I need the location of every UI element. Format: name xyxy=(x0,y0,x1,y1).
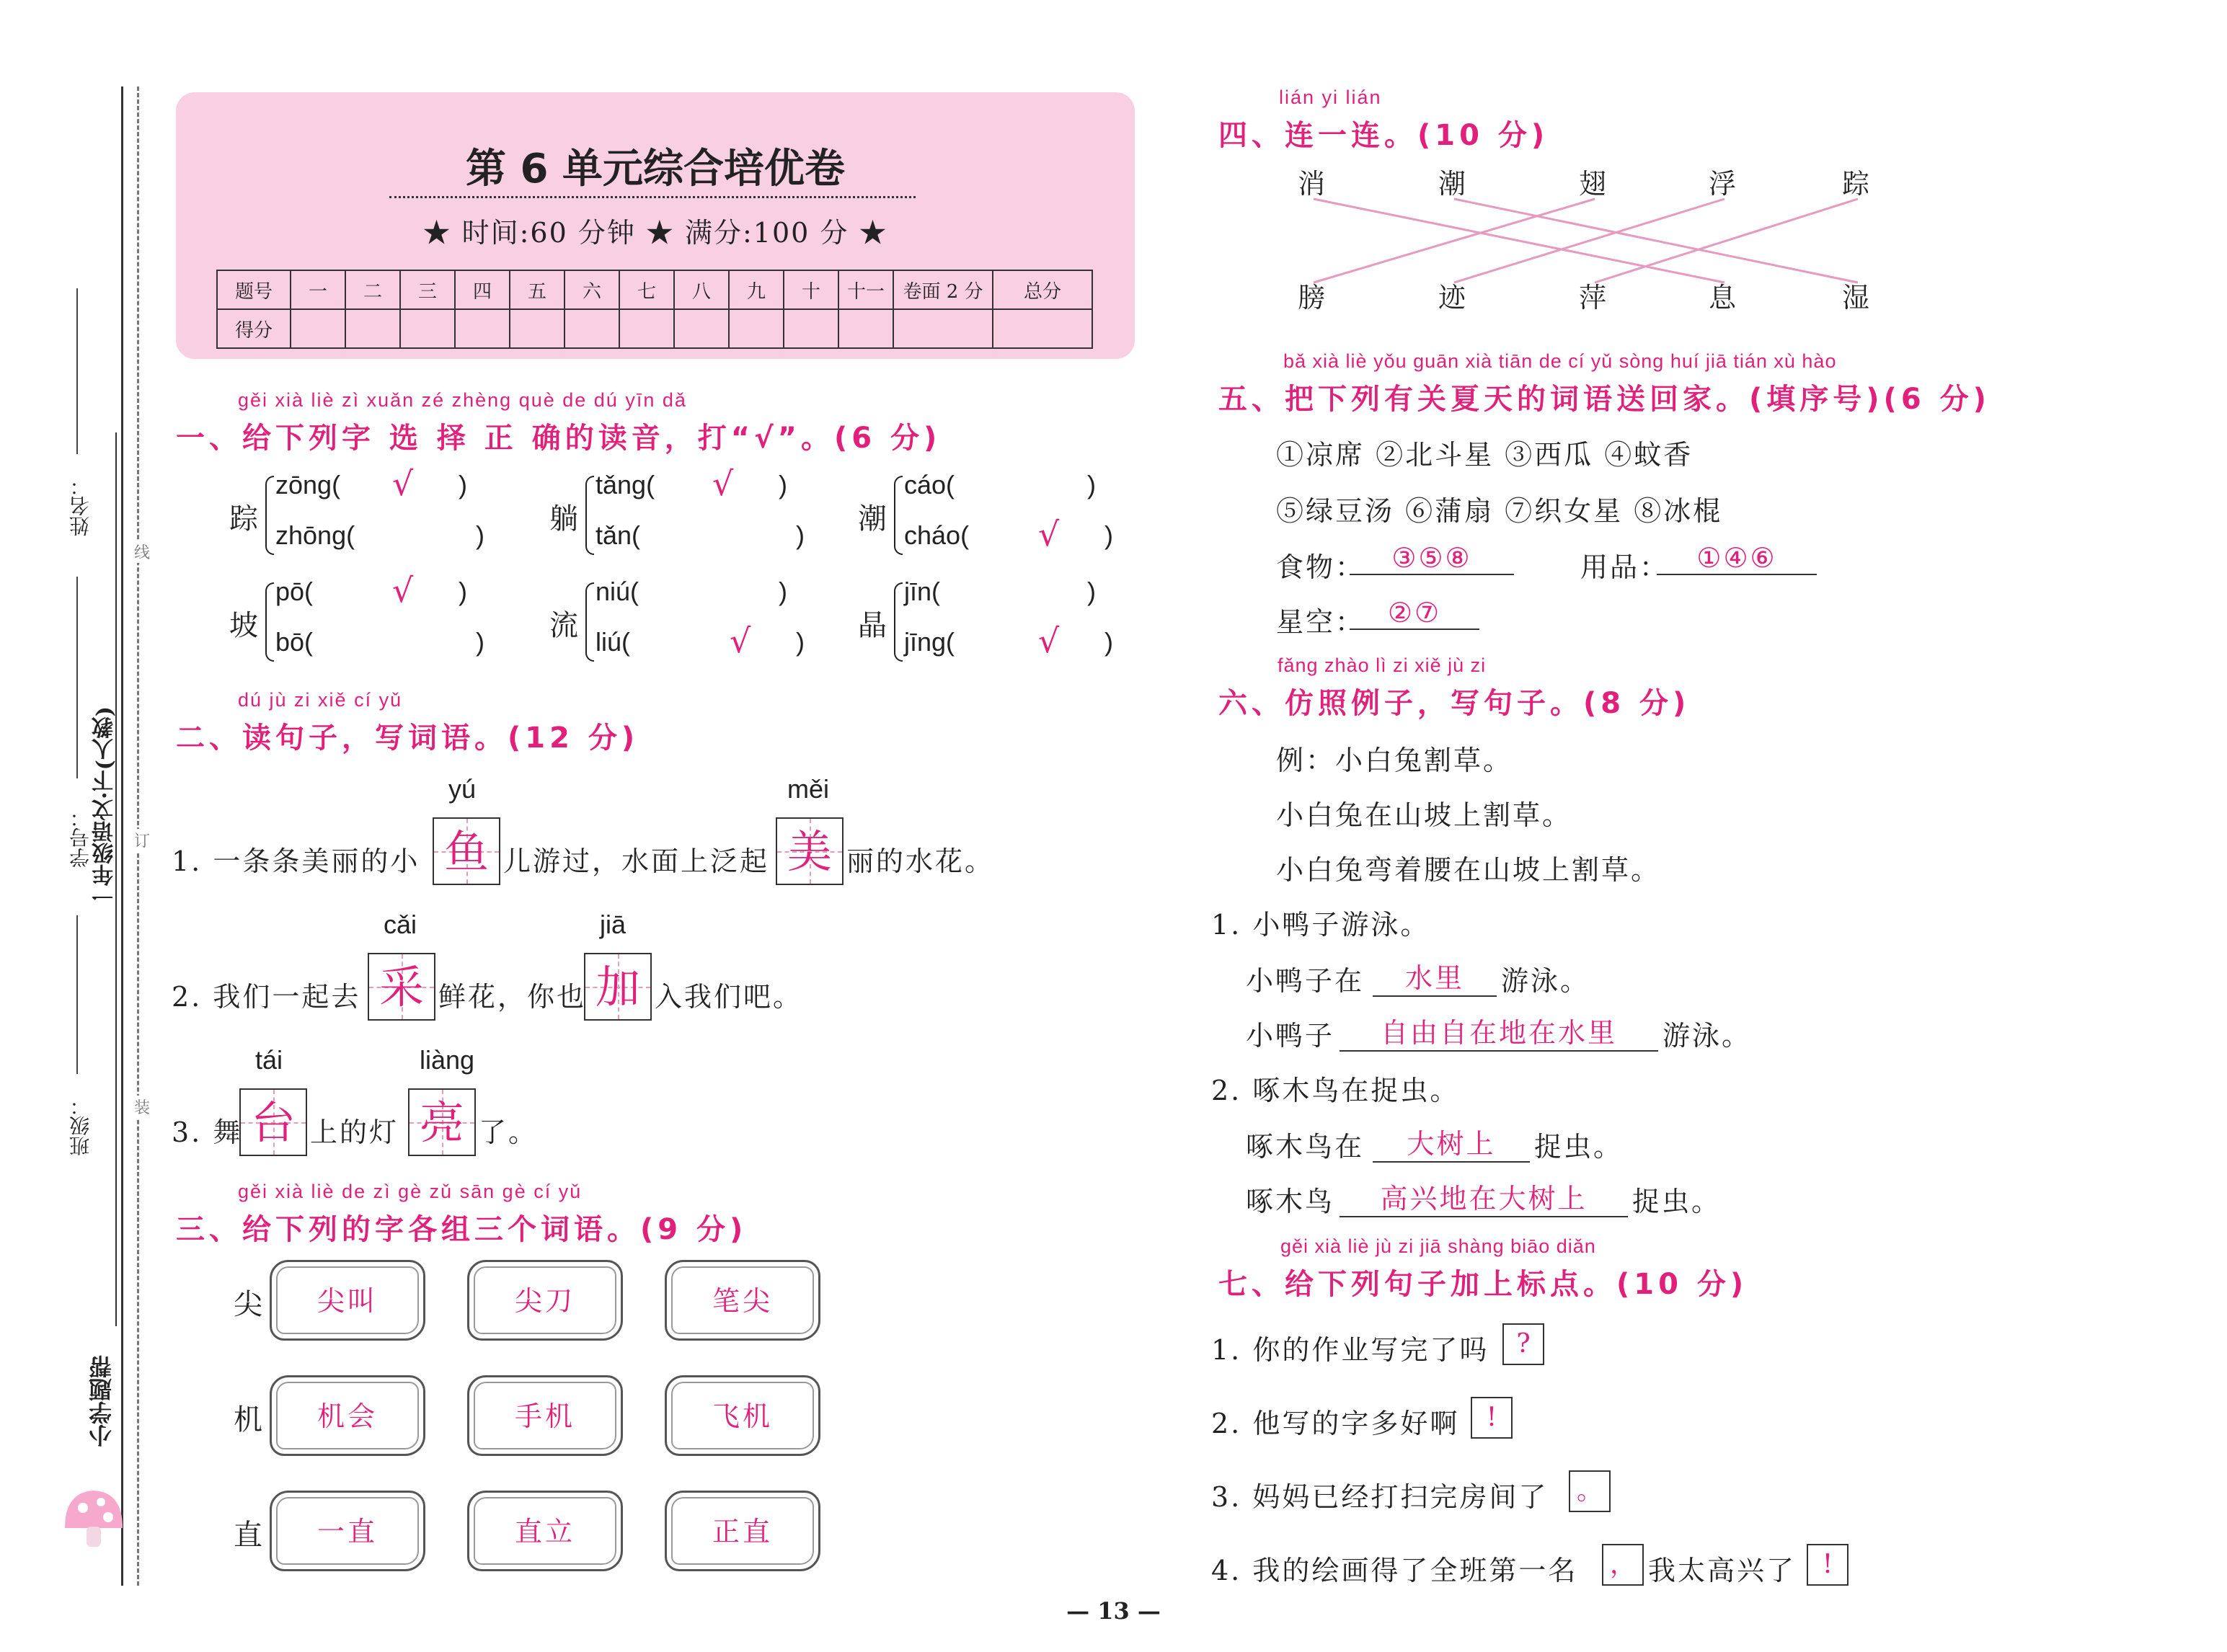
s6-q1b-pre: 小鸭子 xyxy=(1246,1020,1335,1052)
score-row-label: 得分 xyxy=(217,309,291,348)
s1-option-b: liú( xyxy=(596,627,631,657)
s3-char: 直 xyxy=(234,1519,262,1552)
matching-lines xyxy=(1218,159,1939,332)
s3-word-box[interactable] xyxy=(467,1260,623,1341)
name-label: 姓名： xyxy=(68,476,92,536)
s1-tick-a[interactable]: √ xyxy=(392,571,414,610)
s6-q2a-post: 捉虫。 xyxy=(1534,1131,1624,1163)
s1-option-b: jīng( xyxy=(904,627,955,657)
s7-q4-b: 我太高兴了 xyxy=(1648,1555,1797,1586)
s6-q1a-pre: 小鸭子在 xyxy=(1246,965,1365,997)
s6-pinyin: fǎng zhào lì zi xiě jù zi xyxy=(1278,654,1487,676)
s3-word-box[interactable] xyxy=(665,1491,820,1571)
s4-top-char[interactable]: 浮 xyxy=(1709,168,1737,200)
s7-q1-answer-box[interactable]: ? xyxy=(1502,1323,1544,1365)
s7-q1: 1. 你的作业写完了吗 xyxy=(1211,1334,1489,1366)
s1-option-a: pō( xyxy=(275,577,314,606)
page-number: — 13 — xyxy=(1066,1597,1161,1625)
s1-char: 躺 xyxy=(549,502,578,536)
s3-word-box[interactable] xyxy=(270,1491,425,1571)
s1-option-b-close: ) xyxy=(476,627,484,657)
s2-q3-part-b: 上的灯 xyxy=(310,1116,399,1148)
s1-option-b-close: ) xyxy=(1104,520,1113,550)
score-header-cell: 卷面 2 分 xyxy=(893,270,993,309)
s2-q1-part-c: 丽的水花。 xyxy=(846,845,995,877)
matching-line xyxy=(1314,199,1595,283)
s2-q1-answer-2: 美 xyxy=(787,825,832,878)
s2-q2-part-a: 2. 我们一起去 xyxy=(172,981,361,1013)
s5-goods-answer[interactable]: ①④⑥ xyxy=(1657,542,1817,575)
s1-option-a: jīn( xyxy=(904,577,941,606)
s2-q3-pinyin-2: liàng xyxy=(420,1045,475,1075)
s6-example-2: 小白兔弯着腰在山坡上割草。 xyxy=(1276,854,1661,886)
s2-q3-box-1[interactable] xyxy=(239,1088,307,1156)
s1-option-a-close: ) xyxy=(779,470,787,499)
score-input-cell[interactable] xyxy=(674,309,729,348)
s3-char: 机 xyxy=(234,1403,262,1436)
s7-q2: 2. 他写的字多好啊 xyxy=(1211,1408,1460,1439)
s2-q2-box-1[interactable] xyxy=(368,953,435,1021)
s4-bottom-char[interactable]: 萍 xyxy=(1579,282,1607,314)
s3-word-box[interactable] xyxy=(665,1260,820,1341)
score-header-cell: 五 xyxy=(510,270,565,309)
binding-solid-line xyxy=(121,86,123,1586)
s3-word: 手机 xyxy=(514,1400,575,1432)
s3-pinyin: gěi xià liè de zì gè zǔ sān gè cí yǔ xyxy=(238,1181,583,1202)
s6-q2b-answer[interactable]: 高兴地在大树上 xyxy=(1340,1176,1628,1217)
s1-option-a-close: ) xyxy=(459,470,467,499)
s5-goods-label: 用品： xyxy=(1580,551,1670,583)
s1-option-a-close: ) xyxy=(779,577,787,606)
s6-title: 六、仿照例子，写句子。(8 分) xyxy=(1218,687,1691,720)
s1-char: 流 xyxy=(549,609,578,642)
s4-top-char[interactable]: 踪 xyxy=(1842,168,1870,200)
s3-word: 直立 xyxy=(514,1516,575,1547)
s6-q1: 1. 小鸭子游泳。 xyxy=(1211,909,1430,941)
s2-q3-pinyin-1: tái xyxy=(255,1045,283,1075)
score-header-cell: 二 xyxy=(345,270,400,309)
s2-title: 二、读句子，写词语。(12 分) xyxy=(176,721,639,755)
score-input-cell[interactable] xyxy=(400,309,455,348)
score-header-cell: 八 xyxy=(674,270,729,309)
s6-q2b-post: 捉虫。 xyxy=(1632,1186,1722,1217)
s5-food-label: 食物： xyxy=(1276,551,1365,583)
s1-group xyxy=(858,577,1161,670)
s1-option-b: tǎn( xyxy=(596,520,641,550)
s1-option-a: cáo( xyxy=(904,470,955,499)
s1-char: 坡 xyxy=(229,609,258,642)
s2-q2-part-c: 入我们吧。 xyxy=(655,981,803,1013)
s2-q2-box-2[interactable] xyxy=(584,953,652,1021)
s2-q1-answer-1: 鱼 xyxy=(443,825,489,878)
s1-option-a-close: ) xyxy=(1087,577,1096,606)
s2-q1-part-a: 1. 一条条美丽的小 xyxy=(172,845,420,877)
s3-title: 三、给下列的字各组三个词语。(9 分) xyxy=(176,1213,748,1246)
score-header-cell: 七 xyxy=(619,270,674,309)
s1-pinyin: gěi xià liè zì xuǎn zé zhèng què de dú yīn dǎ xyxy=(238,389,687,411)
s1-option-a: niú( xyxy=(596,577,639,606)
page-title: 第 6 单元综合培优卷 xyxy=(466,146,845,192)
s1-group xyxy=(858,470,1161,564)
s5-food-answer[interactable]: ③⑤⑧ xyxy=(1350,542,1514,575)
s2-q3-part-c: 了。 xyxy=(479,1116,539,1148)
s1-tick-b[interactable]: √ xyxy=(1038,515,1060,554)
s1-tick-a[interactable]: √ xyxy=(712,464,734,503)
score-input-cell[interactable] xyxy=(345,309,400,348)
s3-word-box[interactable] xyxy=(665,1375,820,1456)
s1-group xyxy=(549,464,852,564)
s1-char: 潮 xyxy=(858,502,887,536)
score-header-cell: 四 xyxy=(455,270,510,309)
s6-q2: 2. 啄木鸟在捉虫。 xyxy=(1211,1075,1460,1106)
score-header-cell: 十 xyxy=(784,270,838,309)
title-dotted-rule xyxy=(389,196,916,198)
score-input-cell[interactable] xyxy=(565,309,619,348)
s4-top-char[interactable]: 消 xyxy=(1298,168,1326,200)
s3-word-box[interactable] xyxy=(270,1375,425,1456)
s2-q2-pinyin-2: jiā xyxy=(600,910,627,939)
s4-top-char[interactable]: 翅 xyxy=(1579,168,1607,200)
s3-word-box[interactable] xyxy=(467,1375,623,1456)
s1-brace xyxy=(265,476,274,555)
line-word-1: 线 xyxy=(134,541,150,563)
s4-top-char[interactable]: 潮 xyxy=(1438,168,1466,200)
s2-q3-box-2[interactable] xyxy=(408,1088,476,1156)
s5-sky-label: 星空： xyxy=(1276,606,1365,638)
s2-q2-answer-1: 采 xyxy=(378,961,424,1013)
s6-q2b-pre: 啄木鸟 xyxy=(1246,1186,1335,1217)
s1-group xyxy=(229,571,532,670)
s2-q2-answer-2: 加 xyxy=(595,961,640,1013)
mushroom-logo xyxy=(58,1485,130,1550)
s5-sky-answer[interactable]: ②⑦ xyxy=(1350,597,1479,630)
book-divider xyxy=(115,432,117,1326)
id-blank xyxy=(76,577,78,778)
s1-brace xyxy=(585,582,594,662)
s4-bottom-char[interactable]: 膀 xyxy=(1298,282,1326,314)
s4-bottom-char[interactable]: 迹 xyxy=(1438,282,1466,314)
s3-word: 正直 xyxy=(712,1516,773,1547)
s3-word: 笔尖 xyxy=(712,1285,773,1317)
s1-option-b: cháo( xyxy=(904,520,970,550)
s6-q1a-post: 游泳。 xyxy=(1501,965,1590,997)
s1-option-a: zōng( xyxy=(275,470,341,499)
s2-q1-part-b: 儿游过，水面上泛起 xyxy=(503,845,770,877)
s7-q4-answer-box-2[interactable]: ! xyxy=(1807,1544,1849,1586)
score-table xyxy=(216,270,1093,349)
s3-word-box[interactable] xyxy=(270,1260,425,1341)
s7-pinyin: gěi xià liè jù zi jiā shàng biāo diǎn xyxy=(1280,1235,1596,1257)
s2-q2-part-b: 鲜花，你也 xyxy=(438,981,587,1013)
s7-q2-answer-box[interactable]: ! xyxy=(1471,1397,1513,1439)
s2-q1-box-2[interactable] xyxy=(776,817,844,885)
s4-bottom-char[interactable]: 湿 xyxy=(1842,282,1870,314)
s1-char: 踪 xyxy=(229,502,258,536)
s1-option-b-close: ) xyxy=(1104,627,1113,657)
s7-title: 七、给下列句子加上标点。(10 分) xyxy=(1218,1268,1748,1301)
s1-tick-b[interactable]: √ xyxy=(1038,621,1060,660)
score-header-cell: 十一 xyxy=(838,270,893,309)
s1-brace xyxy=(894,476,903,555)
s3-word: 尖叫 xyxy=(316,1285,378,1317)
s4-title: 四、连一连。(10 分) xyxy=(1218,119,1549,152)
s1-option-b-close: ) xyxy=(796,520,805,550)
s6-q2a-pre: 啄木鸟在 xyxy=(1246,1131,1365,1163)
score-input-cell[interactable] xyxy=(993,309,1092,348)
s4-bottom-char[interactable]: 息 xyxy=(1709,282,1737,314)
score-input-cell[interactable] xyxy=(729,309,784,348)
score-input-cell[interactable] xyxy=(619,309,674,348)
class-blank xyxy=(76,915,78,1074)
matching-line xyxy=(1595,199,1858,283)
s5-pinyin: bǎ xià liè yǒu guān xià tiān de cí yǔ sòng huí jiā tián xù hào xyxy=(1283,350,1837,372)
score-input-cell[interactable] xyxy=(510,309,565,348)
s1-brace xyxy=(585,476,594,555)
score-header-cell: 三 xyxy=(400,270,455,309)
s1-option-b-close: ) xyxy=(796,627,805,657)
s3-word: 飞机 xyxy=(712,1400,773,1432)
s3-word-box[interactable] xyxy=(467,1491,623,1571)
s2-q3-answer-2: 亮 xyxy=(419,1096,464,1149)
subtitle: ★ 时间:60 分钟 ★ 满分:100 分 ★ xyxy=(422,217,888,249)
score-input-cell[interactable] xyxy=(455,309,510,348)
s1-option-b: bō( xyxy=(275,627,314,657)
score-input-cell[interactable] xyxy=(893,309,993,348)
s1-tick-b[interactable]: √ xyxy=(730,621,751,660)
book-label: 一年级语文·下(人教) xyxy=(92,706,118,907)
s6-q1b-answer[interactable]: 自由自在地在水里 xyxy=(1340,1011,1658,1052)
s3-word: 机会 xyxy=(316,1400,378,1432)
s3-char: 尖 xyxy=(234,1288,262,1321)
s7-q4-answer-box-1[interactable]: ， xyxy=(1602,1544,1644,1586)
s7-q3-answer-box[interactable]: 。 xyxy=(1569,1470,1611,1512)
name-blank xyxy=(76,288,78,454)
s4-pinyin: lián yi lián xyxy=(1279,86,1382,108)
s1-brace xyxy=(265,582,274,662)
s6-q1b-post: 游泳。 xyxy=(1662,1020,1752,1052)
score-header-cell: 题号 xyxy=(217,270,291,309)
score-input-cell[interactable] xyxy=(291,309,345,348)
s5-options-line-1: ①凉席 ②北斗星 ③西瓜 ④蚊香 xyxy=(1276,439,1694,471)
s1-option-a: tǎng( xyxy=(596,470,655,499)
s2-q3-part-a: 3. 舞 xyxy=(172,1116,243,1148)
s2-q1-pinyin-1: yú xyxy=(448,774,477,804)
score-header-cell: 总分 xyxy=(993,270,1092,309)
s1-tick-a[interactable]: √ xyxy=(392,464,414,503)
s2-q2-pinyin-1: cǎi xyxy=(384,910,417,939)
s6-example-1: 小白兔在山坡上割草。 xyxy=(1276,799,1572,831)
score-header-cell: 九 xyxy=(729,270,784,309)
s7-q3: 3. 妈妈已经打扫完房间了 xyxy=(1211,1481,1549,1513)
s1-option-a-close: ) xyxy=(1087,470,1096,499)
s1-char: 晶 xyxy=(858,609,887,642)
s5-options-line-2: ⑤绿豆汤 ⑥蒲扇 ⑦织女星 ⑧冰棍 xyxy=(1276,495,1723,527)
score-input-cell[interactable] xyxy=(838,309,893,348)
s5-title: 五、把下列有关夏天的词语送回家。(填序号)(6 分) xyxy=(1218,383,1991,416)
s1-option-a-close: ) xyxy=(459,577,467,606)
line-word-3: 装 xyxy=(134,1096,150,1118)
s2-q1-box-1[interactable] xyxy=(433,817,500,885)
s1-title: 一、给下列字 选 择 正 确的读音，打“√”。(6 分) xyxy=(176,422,942,455)
score-header-cell: 六 xyxy=(565,270,619,309)
s6-q1a-answer[interactable]: 水里 xyxy=(1373,956,1497,997)
s1-option-b: zhōng( xyxy=(275,520,355,550)
s2-q1-pinyin-2: měi xyxy=(787,774,830,804)
s1-group xyxy=(229,464,532,564)
class-label: 班级： xyxy=(68,1096,92,1156)
s3-word: 尖刀 xyxy=(514,1285,575,1317)
matching-line xyxy=(1454,199,1725,283)
s6-example: 例：小白兔割草。 xyxy=(1276,745,1513,776)
line-word-2: 订 xyxy=(134,829,150,851)
id-label: 学号： xyxy=(68,807,92,868)
s1-group xyxy=(549,577,852,670)
s1-brace xyxy=(894,582,903,662)
brand-label: 小学题帮 xyxy=(88,1355,115,1447)
s6-q2a-answer[interactable]: 大树上 xyxy=(1373,1122,1530,1163)
s3-word: 一直 xyxy=(316,1516,378,1547)
s1-option-b-close: ) xyxy=(476,520,484,550)
score-header-cell: 一 xyxy=(291,270,345,309)
s2-pinyin: dú jù zi xiě cí yǔ xyxy=(238,689,403,711)
s7-q4: 4. 我的绘画得了全班第一名 xyxy=(1211,1555,1578,1586)
score-input-cell[interactable] xyxy=(784,309,838,348)
s2-q3-answer-1: 台 xyxy=(250,1096,296,1149)
